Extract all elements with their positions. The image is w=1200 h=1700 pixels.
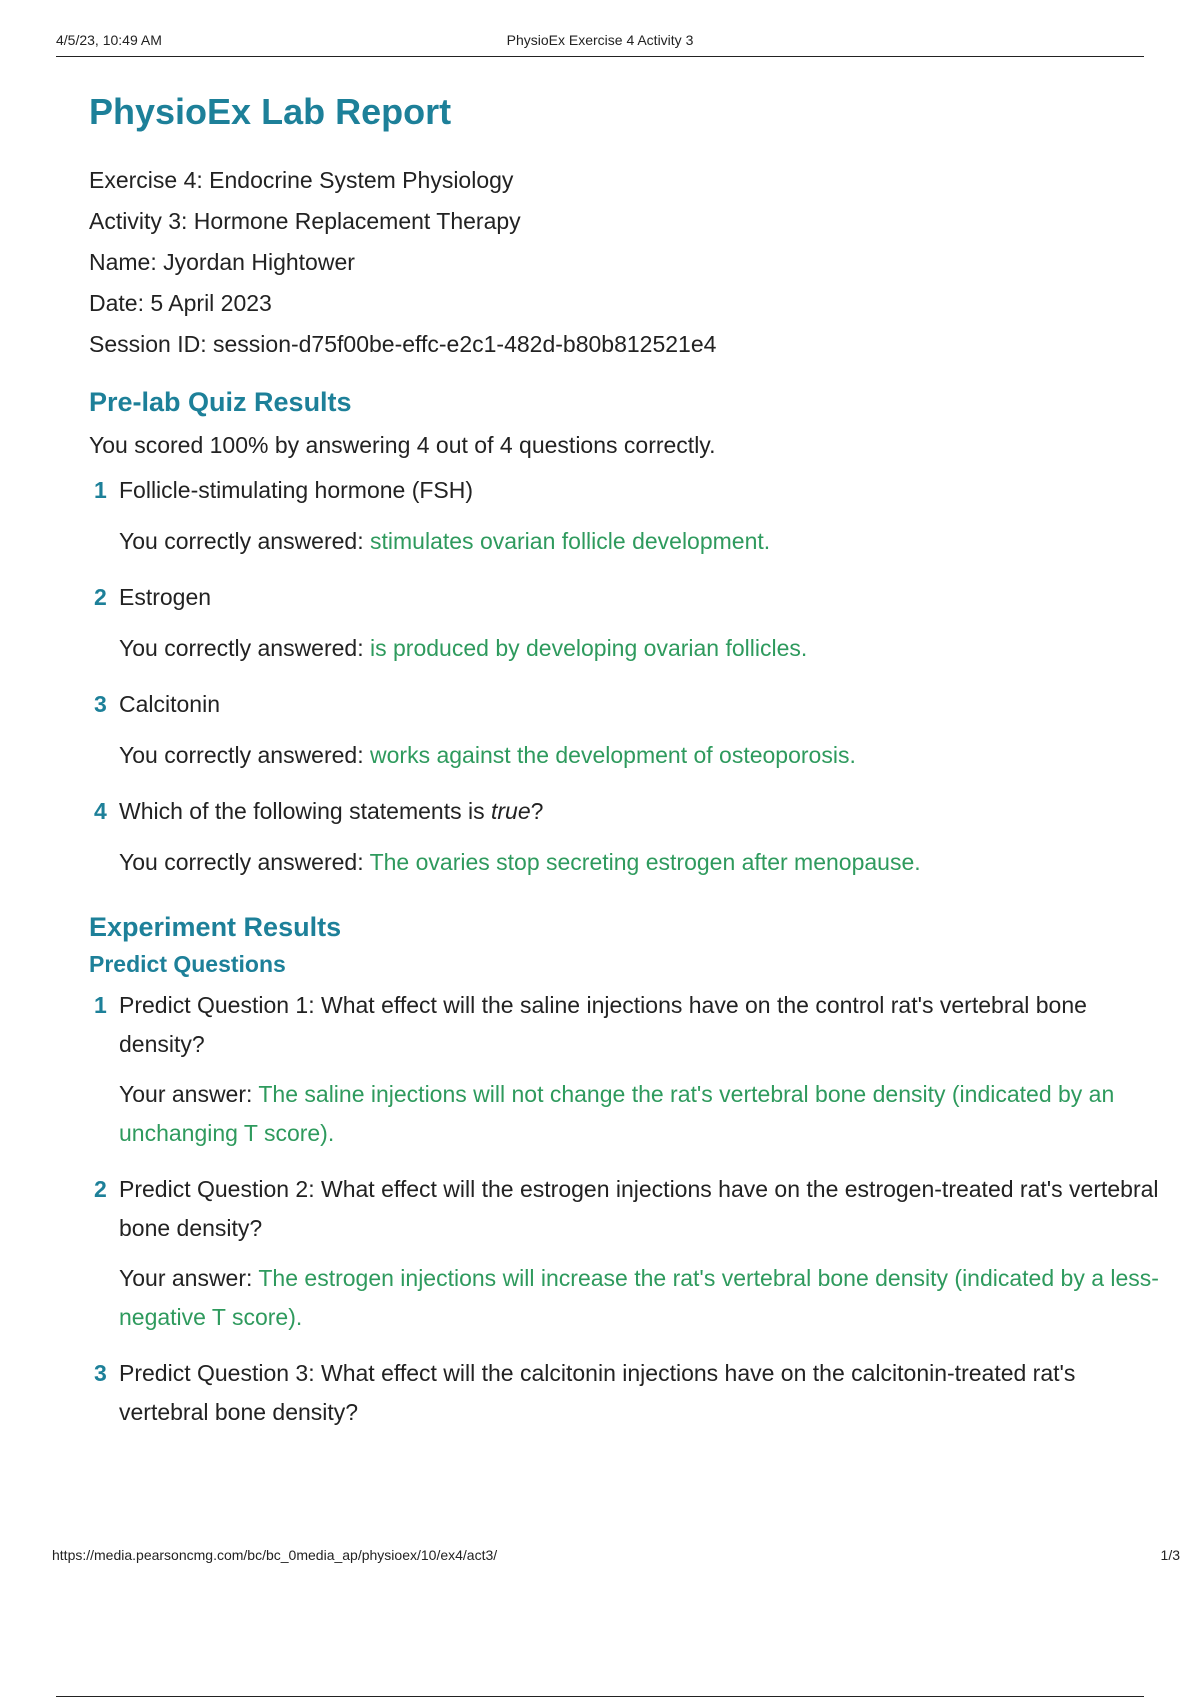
question-number: 4 [94,798,107,824]
question-text-emphasis: true [491,798,531,824]
prelab-question [89,685,1169,724]
report-date: Date: 5 April 2023 [89,290,272,316]
question-number: 3 [94,1360,107,1386]
prelab-answer [89,843,1169,882]
question-text: Predict Question 2: What effect will the estrogen injections have on the estrogen-treated rat's vertebral bone density? [119,1176,1159,1241]
page-url: https://media.pearsoncmg.com/bc/bc_0media_ap/physioex/10/ex4/act3/ [52,1547,498,1563]
print-header [56,28,1144,57]
prelab-heading: Pre-lab Quiz Results [89,387,352,417]
answer-text: The saline injections will not change the rat's vertebral bone density (indicated by an unchanging T score). [119,1081,1115,1146]
answer-text: is produced by developing ovarian follicles. [370,635,808,661]
answer-prefix: Your answer: [119,1265,259,1291]
predict-question [89,1354,1169,1432]
print-doc-title: PhysioEx Exercise 4 Activity 3 [506,32,694,48]
student-name: Name: Jyordan Hightower [89,249,355,275]
predict-answer [89,1259,1169,1337]
report-meta [89,160,1169,365]
question-text: Predict Question 1: What effect will the saline injections have on the control rat's vertebral bone density? [119,992,1087,1057]
answer-text: works against the development of osteoporosis. [370,742,856,768]
predict-question [89,986,1169,1064]
predict-question-list [89,986,1169,1432]
answer-text: stimulates ovarian follicle development. [370,528,771,554]
answer-prefix: You correctly answered: [119,742,371,768]
prelab-question [89,578,1169,617]
question-number: 2 [94,584,107,610]
print-date: 4/5/23, 10:49 AM [56,32,162,48]
prelab-score: You scored 100% by answering 4 out of 4 questions correctly. [89,432,716,458]
experiment-heading: Experiment Results [89,912,342,942]
page-divider [56,1696,1144,1697]
question-text: Follicle-stimulating hormone (FSH) [119,477,474,503]
question-text: Predict Question 3: What effect will the calcitonin injections have on the calcitonin-treated rat's vertebral bone density? [119,1360,1076,1425]
prelab-answer [89,736,1169,775]
answer-text: The ovaries stop secreting estrogen after menopause. [369,849,921,875]
answer-prefix: You correctly answered: [119,528,371,554]
report-title: PhysioEx Lab Report [89,91,452,132]
question-text: Estrogen [119,584,212,610]
prelab-question [89,471,1169,510]
question-number: 2 [94,1176,107,1202]
answer-prefix: You correctly answered: [119,849,370,875]
prelab-question [89,792,1169,831]
question-text-start: Which of the following statements is [119,798,491,824]
question-number: 1 [94,992,107,1018]
report-content [89,84,1169,1432]
page-number: 1/3 [1160,1547,1180,1563]
exercise-line: Exercise 4: Endocrine System Physiology [89,167,514,193]
answer-prefix: Your answer: [119,1081,259,1107]
question-text: Calcitonin [119,691,220,717]
question-number: 3 [94,691,107,717]
activity-line: Activity 3: Hormone Replacement Therapy [89,208,521,234]
predict-questions-heading: Predict Questions [89,951,286,977]
prelab-question-list [89,471,1169,882]
question-text-end: ? [530,798,544,824]
question-number: 1 [94,477,107,503]
answer-text: The estrogen injections will increase the rat's vertebral bone density (indicated by a less-negative T score). [119,1265,1159,1330]
session-id: Session ID: session-d75f00be-effc-e2c1-482d-b80b812521e4 [89,331,717,357]
prelab-answer [89,629,1169,668]
answer-prefix: You correctly answered: [119,635,371,661]
prelab-answer [89,522,1169,561]
predict-answer [89,1075,1169,1153]
predict-question [89,1170,1169,1248]
